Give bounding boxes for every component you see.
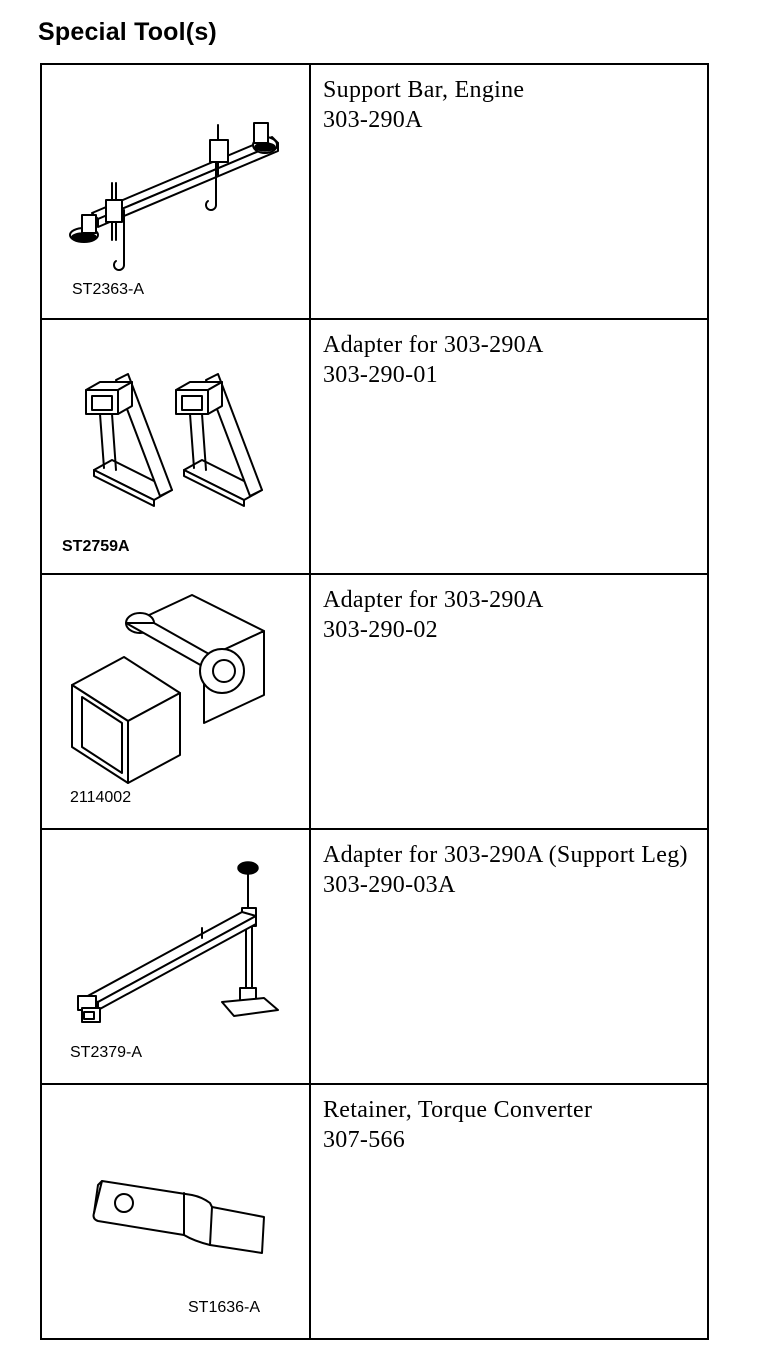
tool-image-cell — [41, 829, 310, 1084]
table-row — [41, 319, 708, 574]
tool-number: 303-290-03A — [323, 872, 456, 898]
special-tools-table — [40, 63, 709, 1340]
tool-image-code: ST2363-A — [72, 281, 145, 298]
tool-image-code: ST2379-A — [70, 1044, 143, 1061]
tool-name: Retainer, Torque Converter — [323, 1097, 593, 1123]
tool-name: Support Bar, Engine — [323, 77, 525, 103]
tool-description-cell — [310, 574, 708, 829]
tool-image-cell — [41, 574, 310, 829]
tool-image-cell — [41, 319, 310, 574]
table-row — [41, 1084, 708, 1339]
tool-image-cell — [41, 1084, 310, 1339]
tool-description-cell — [310, 829, 708, 1084]
tool-image-cell — [41, 64, 310, 319]
table-row — [41, 64, 708, 319]
tool-number: 303-290-02 — [323, 617, 438, 643]
page-title: Special Tool(s) — [38, 18, 217, 46]
tool-description-cell — [310, 319, 708, 574]
adapter-brackets-illustration — [42, 320, 310, 572]
tool-number: 303-290-01 — [323, 362, 438, 388]
tool-number: 307-566 — [323, 1127, 406, 1153]
table-row — [41, 829, 708, 1084]
tool-number: 303-290A — [323, 107, 423, 133]
tool-description-cell — [310, 64, 708, 319]
tool-name: Adapter for 303-290A (Support Leg) — [323, 842, 688, 868]
tool-description-cell — [310, 1084, 708, 1339]
table-row — [41, 574, 708, 829]
tool-name: Adapter for 303-290A — [323, 587, 544, 613]
tool-image-code: ST2759A — [62, 538, 130, 555]
tool-image-code: ST1636-A — [188, 1299, 261, 1316]
engine-support-bar-illustration — [42, 65, 310, 317]
tool-image-code: 2114002 — [70, 789, 132, 806]
tool-name: Adapter for 303-290A — [323, 332, 544, 358]
torque-converter-retainer-illustration — [42, 1085, 310, 1337]
